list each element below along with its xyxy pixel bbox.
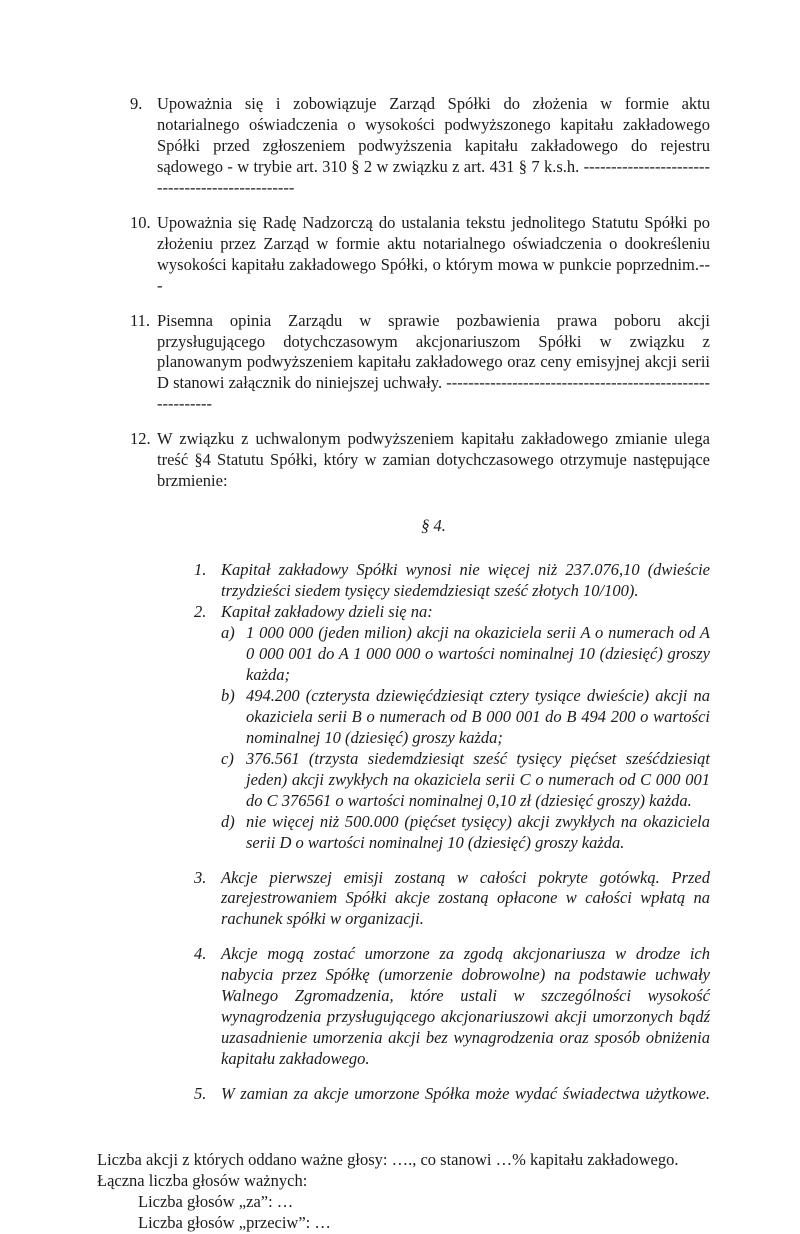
item-number: 10. xyxy=(130,212,151,232)
item-text: W związku z uchwalonym podwyższeniem kapitału zakładowego zmianie ulega treść §4 Statutu Spółki, który w zamian dotychczasowego otrzymuje następujące brzmienie: xyxy=(157,429,710,491)
item-text: 1 000 000 (jeden milion) akcji na okaziciela serii A o numerach od A 0 000 001 do A 1 000 000 o wartości nominalnej 10 (dziesięć) groszy każda; xyxy=(246,623,710,684)
statute-item-4 xyxy=(194,944,710,1070)
resolution-item-10 xyxy=(130,213,710,297)
share-series-list xyxy=(221,623,710,853)
item-letter: b) xyxy=(221,685,235,705)
item-text: W zamian za akcje umorzone Spółka może wydać świadectwa użytkowe. xyxy=(221,1084,710,1104)
item-letter: a) xyxy=(221,623,235,643)
resolution-item-11 xyxy=(130,311,710,416)
item-letter: d) xyxy=(221,811,235,831)
item-text: Kapitał zakładowy dzieli się na: xyxy=(221,602,433,622)
item-text: Akcje mogą zostać umorzone za zgodą akcjonariusza w drodze ich nabycia przez Spółkę (umorzenie dobrowolne) na podstawie uchwały Walnego Zgromadzenia, które ustali w szczególności wysokość wynagrodzenia przysługującego akcjonariuszowi akcji umorzonych bądź uzasadnienie umorzenia akcji bez wynagrodzenia oraz sposób obniżenia kapitału zakładowego. xyxy=(221,944,710,1069)
item-text: 376.561 (trzysta siedemdziesiąt sześć tysięcy pięćset sześćdziesiąt jeden) akcji zwykłych na okaziciela serii C o numerach od C 000 001 do C 376561 o wartości nominalnej 0,10 zł (dziesięć groszy) każda. xyxy=(246,748,710,810)
share-series-a xyxy=(221,623,710,686)
item-number: 3. xyxy=(194,867,207,887)
resolution-list xyxy=(130,94,710,492)
resolution-item-9 xyxy=(130,94,710,199)
total-votes-line: Łączna liczba głosów ważnych: xyxy=(97,1170,308,1190)
share-series-c xyxy=(221,749,710,812)
item-text: 494.200 (czterysta dziewięćdziesiąt cztery tysiące dwieście) akcji na okaziciela serii B o numerach od B 000 001 do B 494 200 o wartości nominalnej 10 (dziesięć) groszy każda; xyxy=(246,685,710,747)
statute-item-5 xyxy=(194,1084,710,1105)
voting-results xyxy=(97,1150,710,1234)
item-number: 11. xyxy=(130,310,151,330)
item-text: Akcje pierwszej emisji zostaną w całości pokryte gotówką. Przed zarejestrowaniem Spółki akcje zostaną opłacone w całości wpłatą na rachunek spółki w organizacji. xyxy=(221,867,710,929)
item-number: 1. xyxy=(194,560,207,580)
item-number: 4. xyxy=(194,944,207,964)
item-text: Upoważnia się i zobowiązuje Zarząd Spółki do złożenia w formie aktu notarialnego oświadczenia o wysokości podwyższonego kapitału zakładowego Spółki przed zgłoszeniem podwyższenia kapitału zakładowego do rejestru sądowego - w trybie art. 310 § 2 w związku z art. 431 § 7 k.s.h. ------------------------------------------------ xyxy=(157,94,710,197)
item-number: 2. xyxy=(194,602,207,622)
item-text: nie więcej niż 500.000 (pięćset tysięcy) akcji zwykłych na okaziciela serii D o wartości nominalnej 10 (dziesięć) groszy każda. xyxy=(246,811,710,852)
item-text: Pisemna opinia Zarządu w sprawie pozbawienia prawa poboru akcji przysługującego dotychczasowym akcjonariuszom Spółki w związku z planowanym podwyższeniem kapitału zakładowego oraz ceny emisyjnej akcji serii D stanowi załącznik do niniejszej uchwały. ---------------------------------------------------------- xyxy=(157,310,710,414)
share-series-d xyxy=(221,812,710,854)
statute-item-1 xyxy=(194,560,710,602)
item-text: Upoważnia się Radę Nadzorczą do ustalania tekstu jednolitego Statutu Spółki po złożeniu przez Zarząd w formie aktu notarialnego oświadczenia o dookreśleniu wysokości kapitału zakładowego Spółki, o którym mowa w punkcie poprzednim.--- xyxy=(157,212,710,295)
share-series-b xyxy=(221,686,710,749)
item-text: Kapitał zakładowy Spółki wynosi nie więcej niż 237.076,10 (dwieście trzydzieści siedem tysięcy siedemdziesiąt sześć złotych 10/100). xyxy=(221,560,710,601)
statute-item-3 xyxy=(194,868,710,931)
item-number: 5. xyxy=(194,1084,207,1104)
valid-votes-line: Liczba akcji z których oddano ważne głosy: …., co stanowi …% kapitału zakładowego. xyxy=(97,1150,679,1170)
statute-section-heading: § 4. xyxy=(421,516,446,536)
item-number: 12. xyxy=(130,429,151,449)
statute-paragraph-list xyxy=(194,560,710,1105)
votes-against-line: Liczba głosów „przeciw”: … xyxy=(138,1212,331,1232)
resolution-item-12 xyxy=(130,429,710,492)
votes-for-line: Liczba głosów „za”: … xyxy=(138,1191,294,1211)
item-letter: c) xyxy=(221,748,234,768)
item-number: 9. xyxy=(130,94,143,113)
statute-item-2 xyxy=(194,602,710,853)
